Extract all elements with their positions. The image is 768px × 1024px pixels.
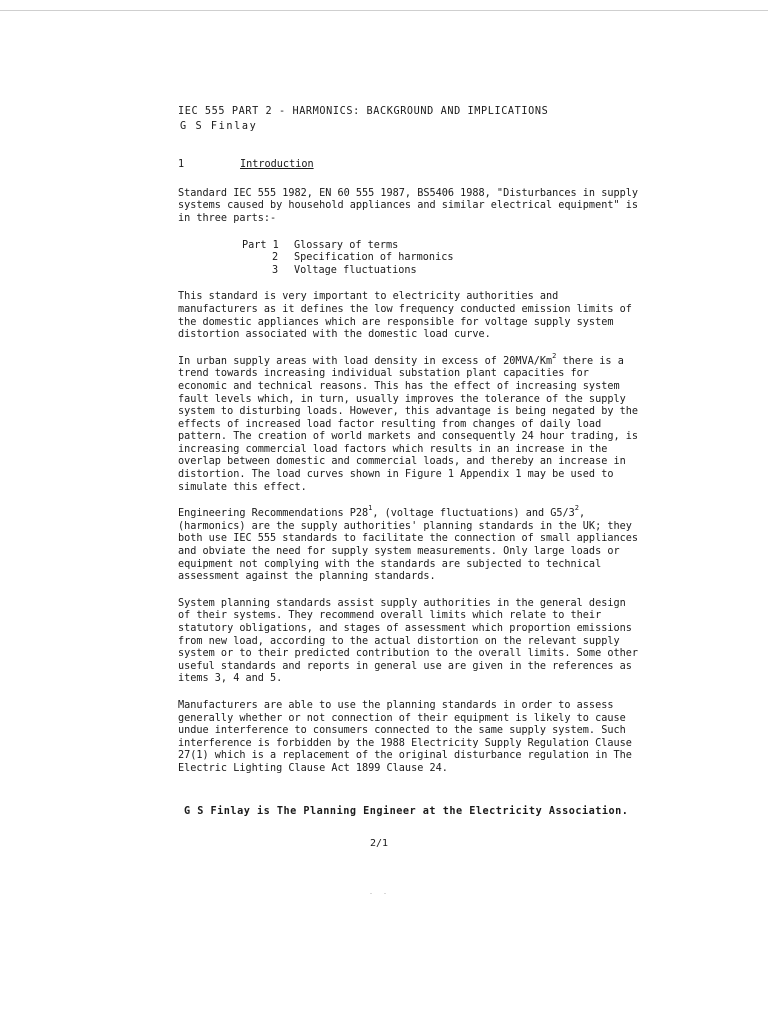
paragraph-system-planning: System planning standards assist supply authorities in the general design of their systems. They recommend overall limits which relate to their statutory obligations, and stages of assessment which proportion emissions from new load, according to the actual distortion on the relevant supply system or to their predicted contribution to the overall limits. Some other useful standards and reports in general use are given in the references as items 3, 4 and 5.	[178, 597, 639, 685]
paragraph-engineering-recommendations	[178, 504, 639, 584]
paragraph-standard-intro: Standard IEC 555 1982, EN 60 555 1987, BS5406 1988, "Disturbances in supply systems caused by household appliances and similar electrical equipment" is in three parts:-	[178, 187, 639, 224]
paragraph-urban-supply	[178, 351, 639, 495]
list-item	[242, 240, 638, 253]
author-line: G S Finlay	[180, 120, 258, 132]
part-label: Voltage fluctuations	[294, 264, 417, 276]
document-title: IEC 555 PART 2 - HARMONICS: BACKGROUND AND IMPLICATIONS	[178, 106, 549, 117]
scan-edge-line	[0, 10, 768, 11]
page-number: 2/1	[370, 838, 389, 849]
paragraph-text: , (voltage fluctuations) and G5/3	[372, 508, 575, 520]
part-label: Specification of harmonics	[294, 252, 454, 264]
paragraph-text: , (harmonics) are the supply authorities' planning standards in the UK; they both use IEC 555 standards to facilitate the connection of small appliances and obviate the need for supply system measurements. Only large loads or equipment not complying with the standards are subjected to technical assessment against the planning standards.	[178, 508, 639, 583]
paragraph-text: In urban supply areas with load density in excess of 20MVA/Km	[178, 355, 553, 367]
parts-list	[242, 240, 638, 278]
list-item	[242, 252, 638, 265]
document-page	[178, 106, 638, 818]
superscript: 2	[552, 351, 557, 360]
paragraph-text: Engineering Recommendations P28	[178, 508, 369, 520]
part-label: Glossary of terms	[294, 239, 399, 251]
footnote-ref: 2	[574, 504, 579, 513]
part-number: 3	[272, 264, 279, 276]
part-number: Part 1	[242, 239, 279, 251]
paragraph-text: there is a trend towards increasing individual substation plant capacities for economic and technical reasons. This has the effect of increasing system fault levels which, in turn, usually improves the tolerance of the supply system to disturbing loads. However, this advantage is being negated by the effects of increased load factor resulting from changes of daily load pattern. The creation of world markets and consequently 24 hour trading, is increasing commercial load factors which results in an increase in the overlap between domestic and commercial loads, and thereby an increase in distortion. The load curves shown in Figure 1 Appendix 1 may be used to simulate this effect.	[178, 355, 639, 493]
paragraph-manufacturers: Manufacturers are able to use the planning standards in order to assess generally whether or not connection of their equipment is likely to cause undue interference to consumers connected to the same supply system. Such interference is forbidden by the 1988 Electricity Supply Regulation Clause 27(1) which is a replacement of the original disturbance regulation in The Electric Lighting Clause Act 1899 Clause 24.	[178, 699, 632, 774]
paragraph-importance: This standard is very important to electricity authorities and manufacturers as it defines the low frequency conducted emission limits of the domestic appliances which are responsible for voltage supply system distortion associated with the domestic load curve.	[178, 291, 632, 341]
footnote-ref: 1	[368, 504, 373, 513]
part-number: 2	[272, 252, 279, 264]
section-heading	[178, 159, 638, 172]
author-bio: G S Finlay is The Planning Engineer at the Electricity Association.	[184, 805, 629, 817]
section-number: 1	[178, 159, 185, 171]
section-title: Introduction	[240, 159, 314, 171]
scan-speck	[370, 893, 372, 894]
scan-speck	[384, 893, 386, 894]
list-item	[242, 265, 638, 278]
